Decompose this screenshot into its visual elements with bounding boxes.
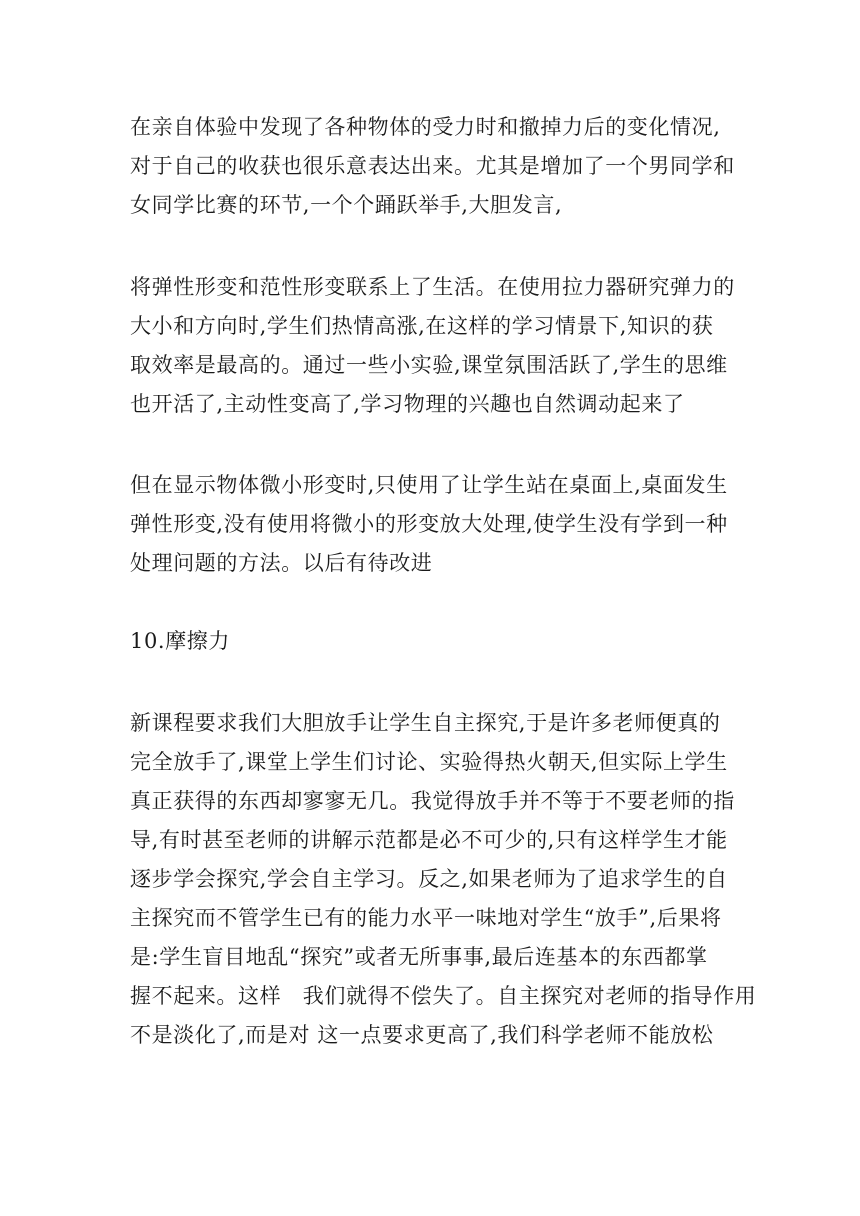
paragraph-inquiry-guidance bbox=[130, 704, 757, 1055]
text-line: 不是淡化了,而是对 这一点要求更高了,我们科学老师不能放松 bbox=[130, 1023, 714, 1047]
text-line: 取效率是最高的。通过一些小实验,课堂氛围活跃了,学生的思维 bbox=[130, 353, 728, 377]
text-line: 但在显示物体微小形变时,只使用了让学生站在桌面上,桌面发生 bbox=[130, 473, 728, 497]
text-line: 导,有时甚至老师的讲解示范都是必不可少的,只有这样学生才能 bbox=[130, 828, 728, 852]
text-line: 是:学生盲目地乱“探究”或者无所事事,最后连基本的东西都掌 bbox=[130, 945, 708, 969]
text-line: 完全放手了,课堂上学生们讨论、实验得热火朝天,但实际上学生 bbox=[130, 750, 728, 774]
text-line: 真正获得的东西却寥寥无几。我觉得放手并不等于不要老师的指 bbox=[130, 789, 735, 813]
paragraph-elastic-deformation bbox=[130, 268, 750, 424]
text-line: 弹性形变,没有使用将微小的形变放大处理,使学生没有学到一种 bbox=[130, 512, 728, 536]
section-heading bbox=[130, 622, 750, 661]
text-line: 将弹性形变和范性形变联系上了生活。在使用拉力器研究弹力的 bbox=[130, 275, 735, 299]
text-line: 女同学比赛的环节,一个个踊跃举手,大胆发言, bbox=[130, 193, 563, 217]
text-line: 在亲自体验中发现了各种物体的受力时和撤掉力后的变化情况, bbox=[130, 115, 721, 139]
text-line: 对于自己的收获也很乐意表达出来。尤其是增加了一个男同学和 bbox=[130, 154, 735, 178]
text-line: 处理问题的方法。以后有待改进 bbox=[130, 551, 433, 575]
paragraph-experience-observation bbox=[130, 108, 750, 225]
text-line: 主探究而不管学生已有的能力水平一味地对学生“放手”,后果将 bbox=[130, 906, 722, 930]
paragraph-improvement-note bbox=[130, 466, 750, 583]
text-line: 大小和方向时,学生们热情高涨,在这样的学习情景下,知识的获 bbox=[130, 314, 714, 338]
text-line: 新课程要求我们大胆放手让学生自主探究,于是许多老师便真的 bbox=[130, 711, 721, 735]
text-line: 也开活了,主动性变高了,学习物理的兴趣也自然调动起来了 bbox=[130, 392, 685, 416]
section-title: 10.摩擦力 bbox=[130, 629, 230, 653]
text-line: 逐步学会探究,学会自主学习。反之,如果老师为了追求学生的自 bbox=[130, 867, 728, 891]
text-line: 握不起来。这样 我们就得不偿失了。自主探究对老师的指导作用 bbox=[130, 984, 757, 1008]
